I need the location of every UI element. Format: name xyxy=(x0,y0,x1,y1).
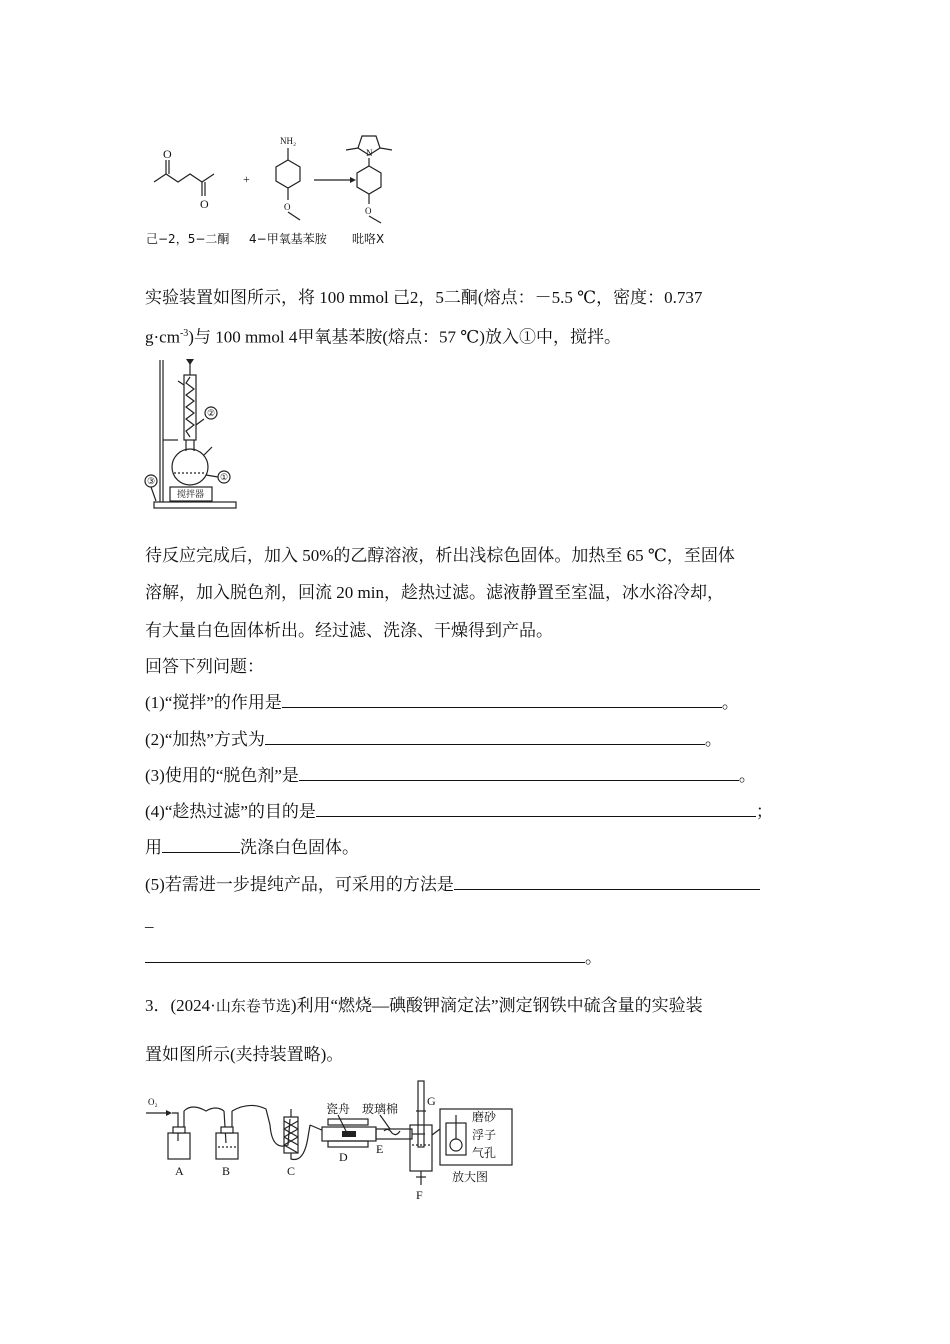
question-4-text: (4)“趁热过滤”的目的是 xyxy=(145,802,316,821)
intro-unit-exponent: -3 xyxy=(179,328,189,339)
problem-3-line-2: 置如图所示(夹持装置略)。 xyxy=(145,1045,344,1064)
problem-3-text: )利用“燃烧—碘酸钾滴定法”测定钢铁中硫含量的实验装 xyxy=(290,996,703,1015)
atom-n: N xyxy=(366,148,373,158)
plus-sign: + xyxy=(243,172,250,186)
methoxyaniline-structure xyxy=(276,136,300,220)
answer-blank-2[interactable] xyxy=(265,728,705,745)
question-2 xyxy=(145,728,722,751)
drying-tube-c xyxy=(284,1109,310,1160)
atom-o1: O xyxy=(163,147,172,161)
label-c: C xyxy=(287,1164,296,1178)
atom-nh2: NH₂ xyxy=(280,136,297,146)
question-5 xyxy=(145,873,760,896)
answer-blank-4[interactable] xyxy=(316,800,756,817)
para-line-3: 有大量白色固体析出。经过滤、洗涤、干燥得到产品。 xyxy=(145,621,553,640)
problem-3-source: 山东卷节选 xyxy=(215,997,291,1015)
zoom-label: 放大图 xyxy=(452,1170,489,1184)
ground-label: 磨砂 xyxy=(472,1110,497,1124)
question-3 xyxy=(145,764,756,787)
intro-line-2 xyxy=(145,323,621,349)
boat-label: 瓷舟 xyxy=(326,1102,351,1116)
label-d: D xyxy=(339,1150,348,1164)
combustion-titration-apparatus xyxy=(140,1075,520,1205)
label-pyrrole-x: 吡咯X xyxy=(352,232,385,246)
label-g: G xyxy=(427,1094,436,1108)
intro-unit: g·cm xyxy=(145,327,180,347)
intro-line-1: 实验装置如图所示，将 100 mmol 己2，5二酮(熔点：－5.5 ℃，密度：0.737 xyxy=(145,288,703,307)
float-label: 浮子 xyxy=(472,1128,497,1142)
question-1-end: 。 xyxy=(721,693,739,712)
question-4 xyxy=(145,800,773,823)
marker-1: ① xyxy=(220,472,229,482)
questions-header: 回答下列问题： xyxy=(145,657,264,676)
hole-label: 气孔 xyxy=(472,1146,497,1160)
hexanedione-structure xyxy=(154,147,214,211)
question-4b-prefix: 用 xyxy=(145,838,162,857)
label-a: A xyxy=(175,1164,184,1178)
atom-o2: O xyxy=(200,197,209,211)
question-2-end: 。 xyxy=(704,730,722,749)
answer-blank-4b[interactable] xyxy=(162,836,240,853)
reflux-apparatus-figure xyxy=(140,355,250,515)
answer-blank-5[interactable] xyxy=(454,873,760,890)
question-5-cont: _ xyxy=(145,911,154,930)
question-1-text: (1)“搅拌”的作用是 xyxy=(145,693,282,712)
reaction-scheme xyxy=(140,130,400,255)
atom-o3: O xyxy=(284,202,291,212)
question-5-line-2 xyxy=(145,946,602,969)
glasswool-label: 玻璃棉 xyxy=(362,1102,399,1116)
para-line-1: 待反应完成后，加入 50%的乙醇溶液，析出浅棕色固体。加热至 65 ℃，至固体 xyxy=(145,546,735,565)
label-e: E xyxy=(376,1142,384,1156)
label-hexanedione: 己−2，5−二酮 xyxy=(146,232,230,246)
answer-blank-5b[interactable] xyxy=(145,946,585,963)
para-line-2: 溶解，加入脱色剂，回流 20 min，趁热过滤。滤液静置至室温，冰水浴冷却， xyxy=(145,583,724,602)
question-3-end: 。 xyxy=(738,766,756,785)
question-4b-suffix: 洗涤白色固体。 xyxy=(240,838,359,857)
atom-o4: O xyxy=(365,206,372,216)
tube-furnace-d xyxy=(310,1119,376,1147)
question-4b xyxy=(145,836,359,859)
stirrer-label: 搅拌器 xyxy=(177,489,205,499)
question-4-end: ； xyxy=(755,802,773,821)
question-3-text: (3)使用的“脱色剂”是 xyxy=(145,766,299,785)
problem-3-line-1 xyxy=(145,995,703,1017)
problem-3-number: 3．(2024· xyxy=(145,996,216,1015)
bottle-b xyxy=(216,1105,290,1159)
label-b: B xyxy=(222,1164,231,1178)
label-f: F xyxy=(416,1188,423,1202)
marker-3: ③ xyxy=(147,476,156,486)
question-5-text: (5)若需进一步提纯产品，可采用的方法是 xyxy=(145,875,454,894)
question-2-text: (2)“加热”方式为 xyxy=(145,730,265,749)
reaction-arrow xyxy=(314,177,356,183)
question-1 xyxy=(145,691,739,714)
answer-blank-3[interactable] xyxy=(299,764,739,781)
marker-2: ② xyxy=(207,408,216,418)
o2-label: O₂ xyxy=(148,1097,158,1107)
question-5-end: 。 xyxy=(585,948,602,967)
intro-rest: )与 100 mmol 4甲氧基苯胺(熔点：57 ℃)放入①中，搅拌。 xyxy=(188,327,621,347)
answer-blank-1[interactable] xyxy=(282,691,722,708)
label-methoxyaniline: 4−甲氧基苯胺 xyxy=(249,232,327,246)
